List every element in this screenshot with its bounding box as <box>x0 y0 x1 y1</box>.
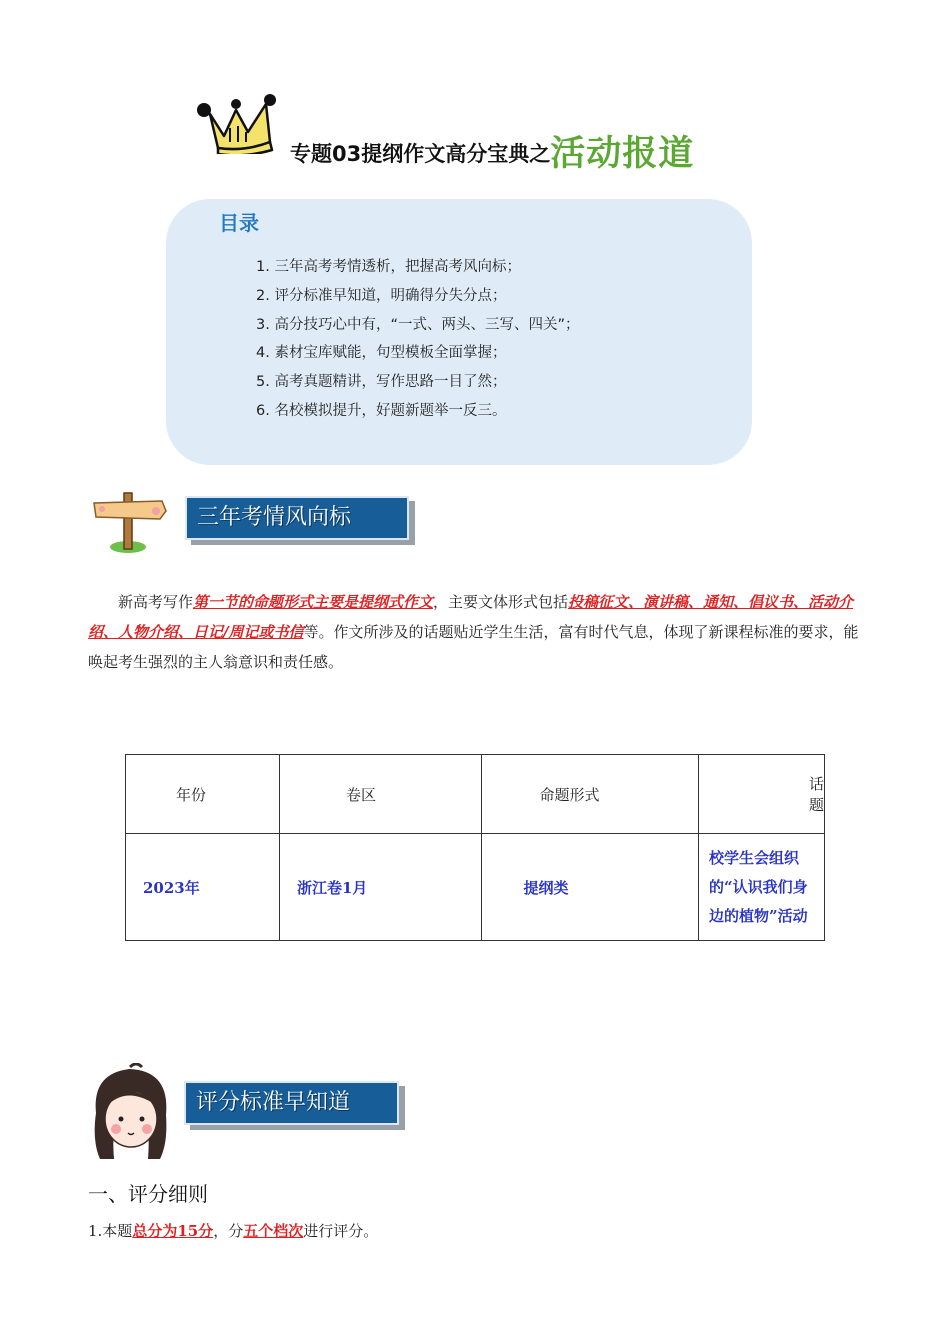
line-highlight: 总分为15分 <box>132 1222 214 1240</box>
para-highlight: 第一节的命题形式主要是提纲式作文 <box>193 593 434 611</box>
line-text: 进行评分。 <box>303 1222 379 1240</box>
table-header-cell: 命题形式 <box>481 755 698 834</box>
table-cell: 2023年 <box>126 834 280 941</box>
para-text: 新高考写作 <box>118 593 194 611</box>
page-title <box>290 122 694 172</box>
table-header-cell: 话题 <box>698 755 824 834</box>
table-header-cell: 卷区 <box>279 755 481 834</box>
line-text: ，分 <box>213 1222 244 1240</box>
title-main: 专题03提纲作文高分宝典之 <box>290 142 551 166</box>
signpost-icon <box>90 487 170 555</box>
exam-table <box>125 754 825 941</box>
intro-paragraph <box>88 587 868 677</box>
table-header-cell: 年份 <box>126 755 280 834</box>
toc-item: 3. 高分技巧心中有，“一式、两头、三写、四关”； <box>256 316 580 333</box>
toc-list <box>256 253 579 426</box>
toc-title: 目录 <box>219 211 259 235</box>
toc-item: 5. 高考真题精讲，写作思路一目了然； <box>256 374 507 391</box>
toc-box <box>166 199 752 465</box>
crown-icon <box>192 92 282 154</box>
section-heading: 一、评分细则 <box>88 1182 208 1206</box>
table-cell: 浙江卷1月 <box>279 834 481 941</box>
toc-item: 1. 三年高考考情透析，把握高考风向标； <box>256 259 521 275</box>
banner-label: 评分标准早知道 <box>196 1090 351 1115</box>
toc-item: 4. 素材宝库赋能，句型模板全面掌握； <box>256 345 507 362</box>
section-banner-exam-trends <box>185 496 409 540</box>
scoring-line <box>88 1220 378 1241</box>
line-highlight: 五个档次 <box>243 1222 304 1240</box>
toc-item: 6. 名校模拟提升，好题新题举一反三。 <box>256 402 507 419</box>
table-cell: 校学生会组织的“认识我们身边的植物”活动 <box>698 834 824 941</box>
title-accent: 活动报道 <box>550 134 695 174</box>
banner-label: 三年考情风向标 <box>197 505 352 530</box>
para-highlight: 投稿征文、演讲稿、通知、倡议书、活动介绍、人物介绍、日记/周记或书信 <box>88 593 854 641</box>
para-text: 等。作文所涉及的话题贴近学生生活，富有时代气息，体现了新课程标准的要求，能唤起考生强烈的主人翁意识和责任感。 <box>88 623 859 671</box>
line-text: 1.本题 <box>88 1222 133 1240</box>
table-cell: 提纲类 <box>481 834 698 941</box>
table-row <box>126 834 825 941</box>
para-text: ，主要文体形式包括 <box>433 593 569 611</box>
toc-item: 2. 评分标准早知道，明确得分失分点； <box>256 287 507 304</box>
table-header-row <box>126 755 825 834</box>
girl-avatar-icon <box>86 1063 176 1163</box>
section-banner-scoring <box>184 1081 399 1125</box>
